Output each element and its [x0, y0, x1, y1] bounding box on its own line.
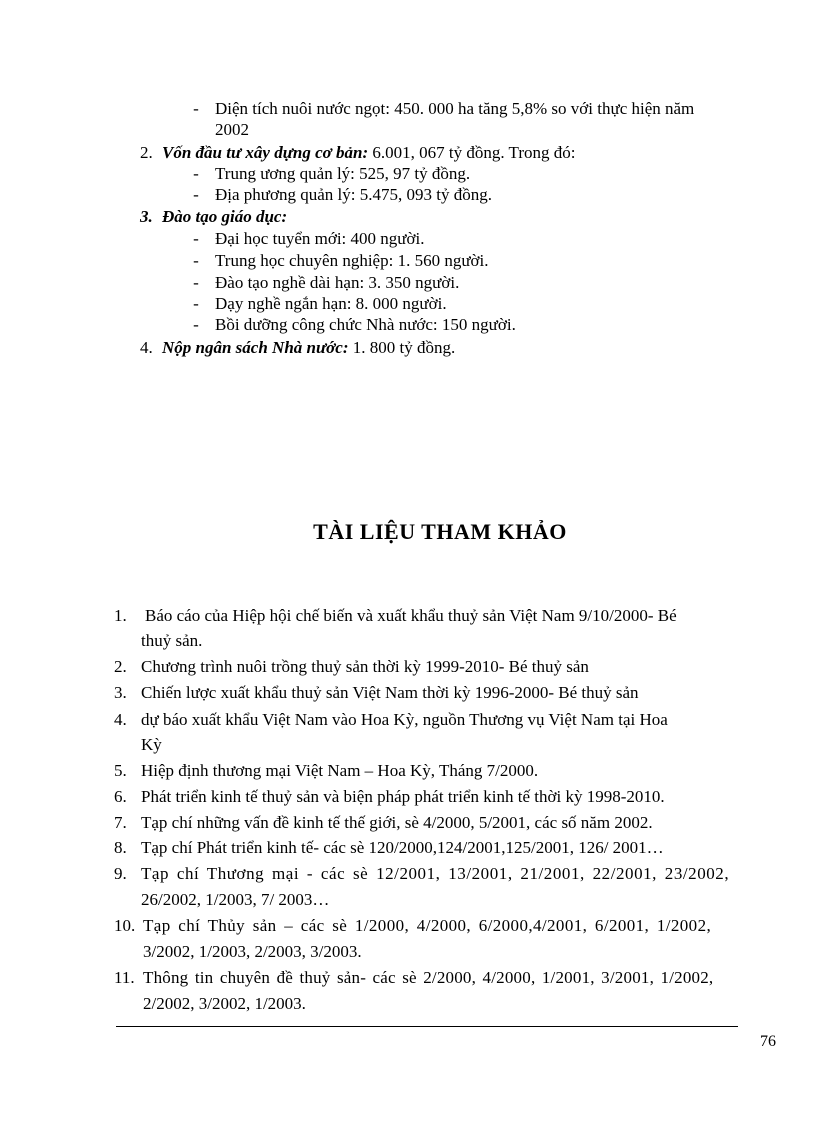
reference-text: Hiệp định thương mại Việt Nam – Hoa Kỳ, Tháng 7/2000.: [141, 761, 539, 780]
reference-number: 3.: [114, 683, 127, 702]
reference-text: Phát triển kinh tế thuỷ sản và biện pháp phát triển kinh tế thời kỳ 1998-2010.: [141, 787, 665, 806]
footer-divider: [116, 1026, 738, 1027]
reference-number: 1.: [114, 606, 127, 625]
reference-number: 6.: [114, 787, 127, 806]
reference-number: 9.: [114, 864, 127, 883]
reference-number: 7.: [114, 813, 127, 832]
bullet-text: Đào tạo nghề dài hạn: 3. 350 người.: [215, 273, 460, 292]
reference-number: 2.: [114, 657, 127, 676]
item-heading: Vốn đầu tư xây dựng cơ bản:: [162, 143, 369, 162]
reference-text: 26/2002, 1/2003, 7/ 2003…: [141, 890, 330, 909]
bullet-dash: -: [193, 185, 199, 204]
bullet-dash: -: [193, 229, 199, 248]
bullet-text: Trung học chuyên nghiệp: 1. 560 người.: [215, 251, 489, 270]
reference-text: Thông tin chuyên đề thuỷ sản- các sè 2/2000, 4/2000, 1/2001, 3/2001, 1/2002,: [143, 968, 714, 987]
reference-number: 5.: [114, 761, 127, 780]
item-number: 2.: [140, 143, 153, 162]
bullet-dash: -: [193, 251, 199, 270]
reference-text: Tạp chí Thủy sản – các sè 1/2000, 4/2000, 6/2000,4/2001, 6/2001, 1/2002,: [143, 916, 712, 935]
bullet-dash: -: [193, 273, 199, 292]
bullet-text: 2002: [215, 120, 249, 139]
reference-text: 2/2002, 3/2002, 1/2003.: [143, 994, 306, 1013]
bullet-dash: -: [193, 294, 199, 313]
numbered-item: [140, 206, 287, 227]
item-heading: Đào tạo giáo dục:: [162, 207, 288, 226]
bullet-dash: -: [193, 164, 199, 183]
reference-text: Báo cáo của Hiệp hội chế biến và xuất khẩu thuỷ sản Việt Nam 9/10/2000- Bé: [145, 606, 677, 625]
reference-text: dự báo xuất khẩu Việt Nam vào Hoa Kỳ, nguồn Thương vụ Việt Nam tại Hoa: [141, 710, 668, 729]
reference-text: Tạp chí Thương mại - các sè 12/2001, 13/2001, 21/2001, 22/2001, 23/2002,: [141, 864, 730, 883]
reference-text: Tạp chí những vấn đề kinh tế thế giới, sè 4/2000, 5/2001, các số năm 2002.: [141, 813, 653, 832]
item-number: 3.: [140, 207, 153, 226]
reference-text: 3/2002, 1/2003, 2/2003, 3/2003.: [143, 942, 362, 961]
page-number: 76: [760, 1033, 776, 1050]
bullet-text: Bồi dưỡng công chức Nhà nước: 150 người.: [215, 315, 516, 334]
reference-number: 11.: [114, 968, 135, 987]
item-text: 1. 800 tỷ đồng.: [348, 338, 456, 357]
numbered-item: [140, 337, 455, 358]
reference-number: 4.: [114, 710, 127, 729]
item-number: 4.: [140, 338, 153, 357]
bullet-text: Đại học tuyển mới: 400 người.: [215, 229, 425, 248]
bullet-dash: -: [193, 99, 199, 118]
reference-number: 8.: [114, 838, 127, 857]
bullet-text: Địa phương quản lý: 5.475, 093 tỷ đồng.: [215, 185, 492, 204]
bullet-dash: -: [193, 315, 199, 334]
reference-text: Chiến lược xuất khẩu thuỷ sản Việt Nam thời kỳ 1996-2000- Bé thuỷ sản: [141, 683, 639, 702]
references-title: TÀI LIỆU THAM KHẢO: [313, 519, 567, 544]
reference-text: Chương trình nuôi trồng thuỷ sản thời kỳ 1999-2010- Bé thuỷ sản: [141, 657, 589, 676]
reference-text: Kỳ: [141, 735, 162, 754]
reference-text: thuỷ sản.: [141, 631, 203, 650]
bullet-text: Diện tích nuôi nước ngọt: 450. 000 ha tăng 5,8% so với thực hiện năm: [215, 99, 695, 118]
item-heading: Nộp ngân sách Nhà nước:: [162, 338, 349, 357]
numbered-item: [140, 142, 575, 163]
bullet-text: Trung ương quản lý: 525, 97 tỷ đồng.: [215, 164, 471, 183]
item-text: 6.001, 067 tỷ đồng. Trong đó:: [368, 143, 576, 162]
bullet-text: Dạy nghề ngắn hạn: 8. 000 người.: [215, 294, 447, 313]
reference-number: 10.: [114, 916, 136, 935]
reference-text: Tạp chí Phát triển kinh tế- các sè 120/2000,124/2001,125/2001, 126/ 2001…: [141, 838, 664, 857]
